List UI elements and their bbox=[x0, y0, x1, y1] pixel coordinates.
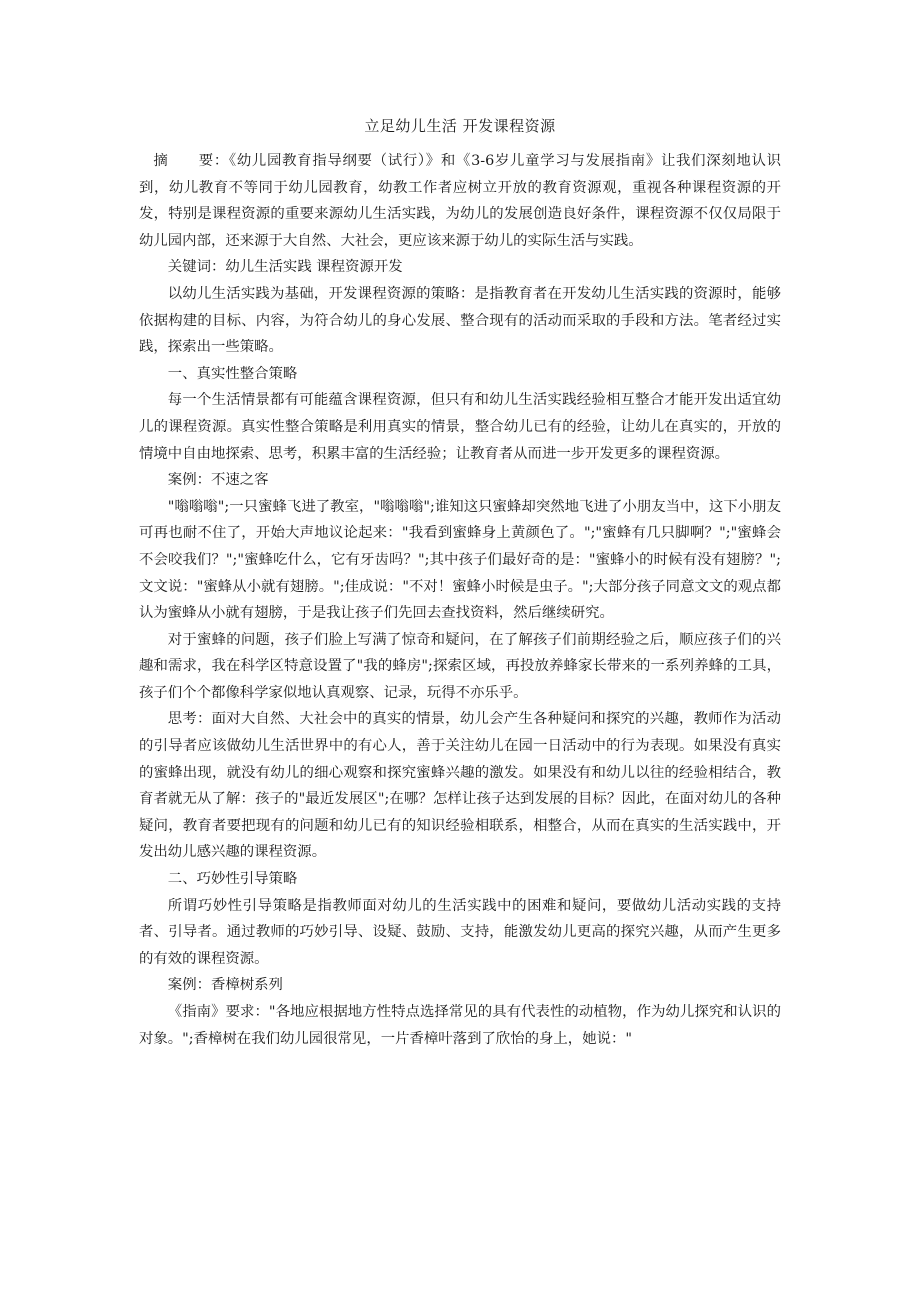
section-heading: 一、真实性整合策略 bbox=[167, 365, 298, 382]
body-paragraph: 思考：面对大自然、大社会中的真实的情景，幼儿会产生各种疑问和探究的兴趣，教师作为活动的引导者应该做幼儿生活世界中的有心人，善于关注幼儿在园一日活动中的行为表现。如果没有真实的蜜蜂出现，就没有幼儿的细心观察和探究蜜蜂兴趣的激发。如果没有和幼儿以往的经验相结合，教育者就无从了解：孩子的"最近发展区";在哪？怎样让孩子达到发展的目标？因此，在面对幼儿的各种疑问，教育者要把现有的问题和幼儿已有的知识经验相联系，相整合，从而在真实的生活实践中，开发出幼儿感兴趣的课程资源。 bbox=[139, 711, 781, 861]
body-paragraph: 《指南》要求："各地应根据地方性特点选择常见的具有代表性的动植物，作为幼儿探究和认识的对象。";香樟树在我们幼儿园很常见，一片香樟叶落到了欣怡的身上，她说：" bbox=[139, 1004, 781, 1047]
abstract-label-a: 摘 bbox=[153, 153, 168, 169]
body-paragraph: 所谓巧妙性引导策略是指教师面对幼儿的生活实践中的困难和疑问，要做幼儿活动实践的支持者、引导者。通过教师的巧妙引导、设疑、鼓励、支持，能激发幼儿更高的探究兴趣，从而产生更多的有效的课程资源。 bbox=[139, 897, 781, 967]
document-page bbox=[139, 112, 781, 1052]
body-paragraph: 以幼儿生活实践为基础，开发课程资源的策略：是指教育者在开发幼儿生活实践的资源时，能够依据构建的目标、内容，为符合幼儿的身心发展、整合现有的活动而采取的手段和方法。笔者经过实践，探索出一些策略。 bbox=[139, 285, 781, 356]
body-paragraph: 对于蜜蜂的问题，孩子们脸上写满了惊奇和疑问，在了解孩子们前期经验之后，顺应孩子们的兴趣和需求，我在科学区特意设置了"我的蜂房";探索区域，再投放养蜂家长带来的一系列养蜂的工具，孩子们个个都像科学家似地认真观察、记录，玩得不亦乐乎。 bbox=[139, 631, 781, 701]
case-heading: 案例：不速之客 bbox=[167, 472, 269, 489]
keywords-paragraph: 关键词：幼儿生活实践 课程资源开发 bbox=[167, 259, 403, 276]
abstract-label-b: 要： bbox=[198, 153, 229, 169]
abstract-text: 《幼儿园教育指导纲要（试行）》和《3-6岁儿童学习与发展指南》让我们深刻地认识到，幼儿教育不等同于幼儿园教育，幼教工作者应树立开放的教育资源观，重视各种课程资源的开发，特别是课程资源的重要来源幼儿生活实践，为幼儿的发展创造良好条件，课程资源不仅仅局限于幼儿园内部，还来源于大自然、大社会，更应该来源于幼儿的实际生活与实践。 bbox=[139, 153, 781, 249]
document-title: 立足幼儿生活 开发课程资源 bbox=[364, 117, 556, 135]
case-heading: 案例：香樟树系列 bbox=[167, 977, 283, 994]
body-paragraph: 每一个生活情景都有可能蕴含课程资源，但只有和幼儿生活实践经验相互整合才能开发出适宜幼儿的课程资源。真实性整合策略是利用真实的情景，整合幼儿已有的经验，让幼儿在真实的，开放的情境中自由地探索、思考，积累丰富的生活经验；让教育者从而进一步开发更多的课程资源。 bbox=[139, 392, 781, 462]
body-paragraph: "嗡嗡嗡";一只蜜蜂飞进了教室，"嗡嗡嗡";谁知这只蜜蜂却突然地飞进了小朋友当中，这下小朋友可再也耐不住了，开始大声地议论起来："我看到蜜蜂身上黄颜色了。";"蜜蜂有几只脚啊？";"蜜蜂会不会咬我们？";"蜜蜂吃什么，它有牙齿吗？";其中孩子们最好奇的是："蜜蜂小的时候有没有翅膀？";文文说："蜜蜂从小就有翅膀。";佳成说："不对！蜜蜂小时候是虫子。";大部分孩子同意文文的观点都认为蜜蜂从小就有翅膀，于是我让孩子们先回去查找资料，然后继续研究。 bbox=[139, 498, 781, 622]
abstract-paragraph bbox=[139, 148, 781, 254]
section-heading: 二、巧妙性引导策略 bbox=[167, 871, 298, 888]
